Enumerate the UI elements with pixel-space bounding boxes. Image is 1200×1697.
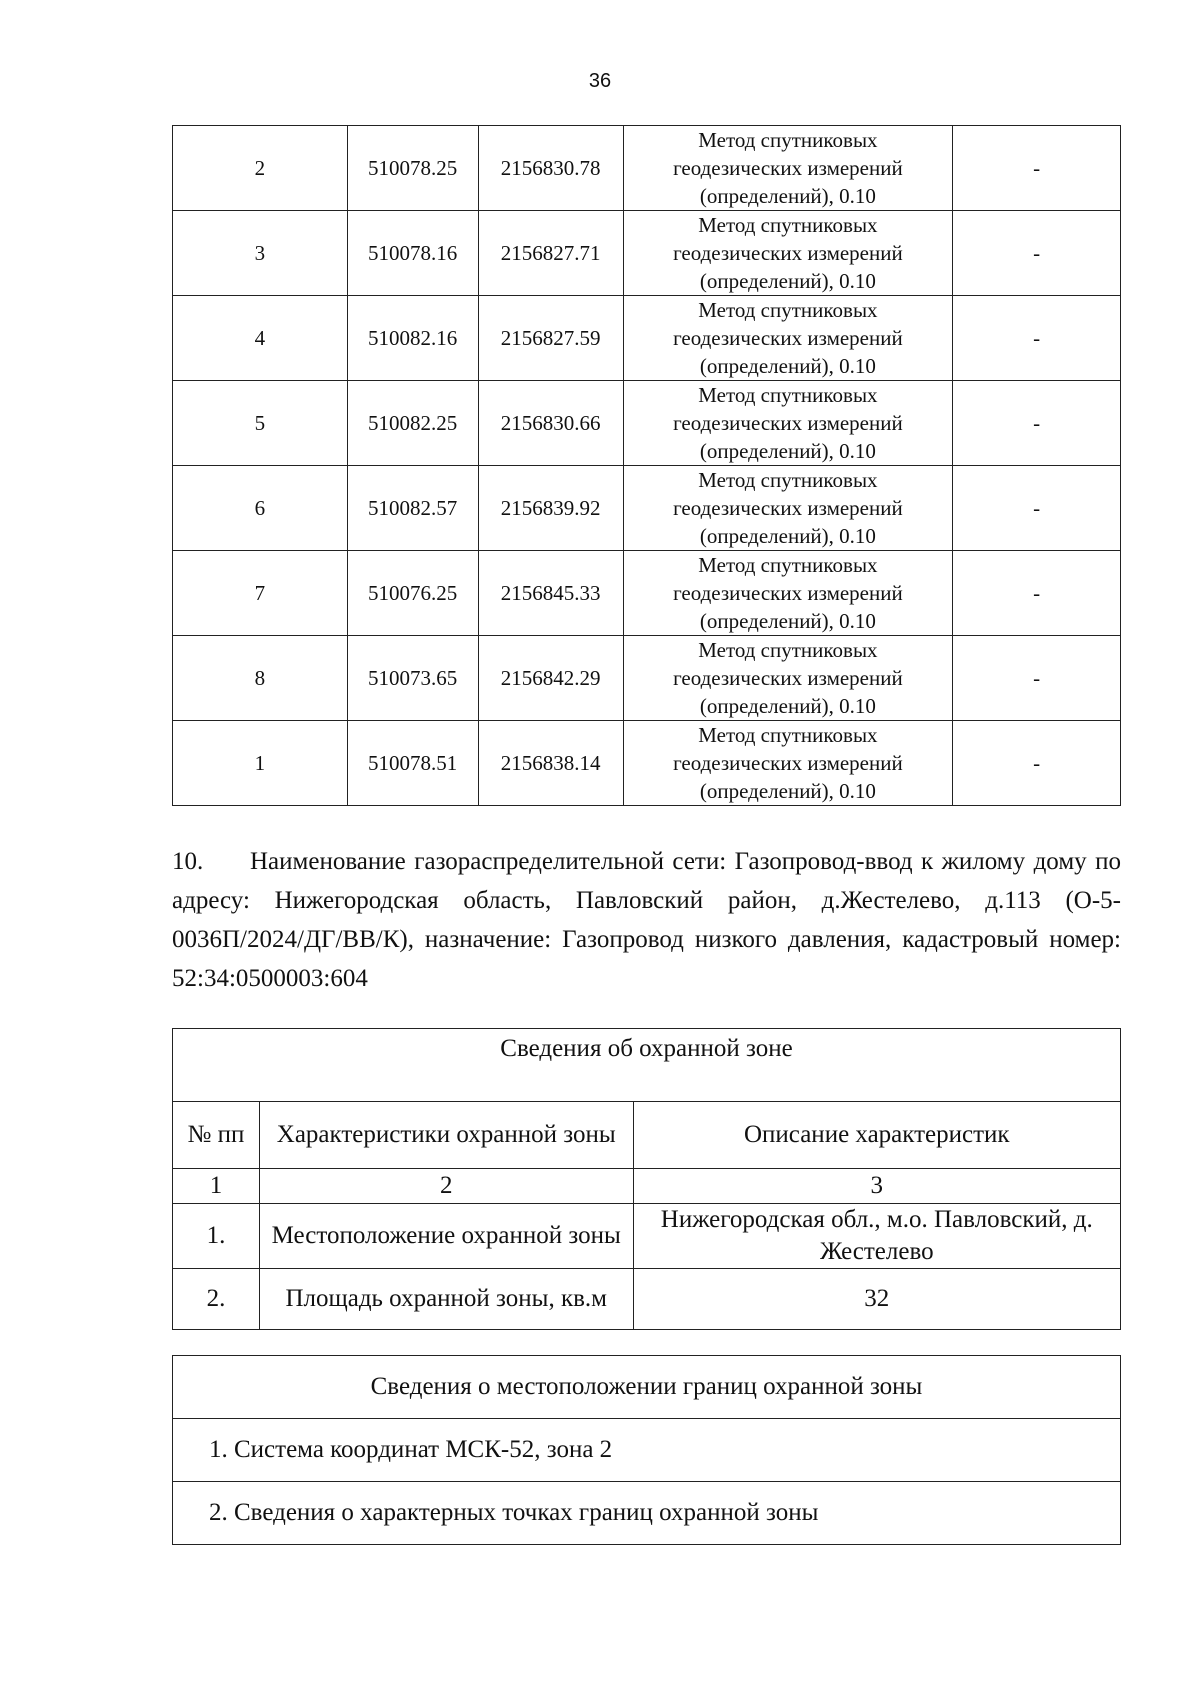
method-line: Метод спутниковых	[698, 128, 878, 152]
method-line: (определений), 0.10	[699, 439, 876, 463]
method-cell	[623, 296, 953, 381]
table-row	[173, 636, 1121, 721]
description-cell: -	[953, 381, 1121, 466]
method-line: геодезических измерений	[673, 241, 903, 265]
row-description: Нижегородская обл., м.о. Павловский, д. Жестелево	[633, 1204, 1120, 1269]
header-number: № пп	[173, 1102, 260, 1169]
point-number-cell: 2	[173, 126, 348, 211]
method-line: (определений), 0.10	[699, 779, 876, 803]
boundary-item: 2. Сведения о характерных точках границ охранной зоны	[173, 1482, 1121, 1545]
y-coordinate-cell: 2156839.92	[478, 466, 623, 551]
description-cell: -	[953, 721, 1121, 806]
x-coordinate-cell: 510082.57	[347, 466, 478, 551]
table-row	[173, 211, 1121, 296]
table-row	[173, 551, 1121, 636]
row-number: 1.	[173, 1204, 260, 1269]
description-cell: -	[953, 296, 1121, 381]
point-number-cell: 6	[173, 466, 348, 551]
description-cell: -	[953, 636, 1121, 721]
point-number-cell: 3	[173, 211, 348, 296]
point-number-cell: 1	[173, 721, 348, 806]
table-row	[173, 126, 1121, 211]
row-characteristic: Местоположение охранной зоны	[259, 1204, 633, 1269]
method-line: (определений), 0.10	[699, 354, 876, 378]
x-coordinate-cell: 510076.25	[347, 551, 478, 636]
x-coordinate-cell: 510078.51	[347, 721, 478, 806]
index-cell: 1	[173, 1169, 260, 1204]
point-number-cell: 5	[173, 381, 348, 466]
y-coordinate-cell: 2156842.29	[478, 636, 623, 721]
method-line: Метод спутниковых	[698, 213, 878, 237]
table-row	[173, 721, 1121, 806]
method-line: Метод спутниковых	[698, 383, 878, 407]
x-coordinate-cell: 510078.25	[347, 126, 478, 211]
header-characteristic: Характеристики охранной зоны	[259, 1102, 633, 1169]
point-number-cell: 8	[173, 636, 348, 721]
boundary-table	[172, 1355, 1121, 1545]
method-cell	[623, 721, 953, 806]
row-description: 32	[633, 1269, 1120, 1330]
zone-info-table	[172, 1028, 1121, 1330]
boundary-title: Сведения о местоположении границ охранной зоны	[173, 1356, 1121, 1419]
section-number: 10.	[172, 848, 204, 875]
y-coordinate-cell: 2156830.78	[478, 126, 623, 211]
index-cell: 2	[259, 1169, 633, 1204]
point-number-cell: 7	[173, 551, 348, 636]
method-line: геодезических измерений	[673, 581, 903, 605]
table-row	[173, 1204, 1121, 1269]
method-line: геодезических измерений	[673, 411, 903, 435]
y-coordinate-cell: 2156830.66	[478, 381, 623, 466]
method-line: (определений), 0.10	[699, 269, 876, 293]
method-cell	[623, 466, 953, 551]
method-line: (определений), 0.10	[699, 609, 876, 633]
method-line: геодезических измерений	[673, 751, 903, 775]
index-cell: 3	[633, 1169, 1120, 1204]
x-coordinate-cell: 510082.25	[347, 381, 478, 466]
x-coordinate-cell: 510082.16	[347, 296, 478, 381]
row-characteristic: Площадь охранной зоны, кв.м	[259, 1269, 633, 1330]
method-line: Метод спутниковых	[698, 638, 878, 662]
y-coordinate-cell: 2156838.14	[478, 721, 623, 806]
method-line: Метод спутниковых	[698, 298, 878, 322]
method-cell	[623, 126, 953, 211]
table-row	[173, 381, 1121, 466]
method-line: геодезических измерений	[673, 156, 903, 180]
description-cell: -	[953, 466, 1121, 551]
method-cell	[623, 636, 953, 721]
description-cell: -	[953, 551, 1121, 636]
description-cell: -	[953, 211, 1121, 296]
description-cell: -	[953, 126, 1121, 211]
method-line: (определений), 0.10	[699, 694, 876, 718]
row-number: 2.	[173, 1269, 260, 1330]
boundary-item: 1. Система координат МСК-52, зона 2	[173, 1419, 1121, 1482]
method-line: Метод спутниковых	[698, 723, 878, 747]
x-coordinate-cell: 510073.65	[347, 636, 478, 721]
y-coordinate-cell: 2156827.59	[478, 296, 623, 381]
point-number-cell: 4	[173, 296, 348, 381]
y-coordinate-cell: 2156845.33	[478, 551, 623, 636]
section-paragraph	[172, 842, 1121, 998]
method-line: Метод спутниковых	[698, 468, 878, 492]
x-coordinate-cell: 510078.16	[347, 211, 478, 296]
y-coordinate-cell: 2156827.71	[478, 211, 623, 296]
method-line: геодезических измерений	[673, 496, 903, 520]
method-line: геодезических измерений	[673, 666, 903, 690]
method-line: Метод спутниковых	[698, 553, 878, 577]
method-line: геодезических измерений	[673, 326, 903, 350]
coordinates-table	[172, 125, 1121, 806]
section-text: Наименование газораспределительной сети: Газопровод-ввод к жилому дому по адресу: Нижегородская область, Павловский район, д.Жестелево, д.113 (О-5-0036П/2024/ДГ/ВВ/К), назначение: Газопровод низкого давления, кадастровый номер: 52:34:0500003:604	[172, 848, 1121, 992]
table-row	[173, 1269, 1121, 1330]
method-cell	[623, 551, 953, 636]
header-description: Описание характеристик	[633, 1102, 1120, 1169]
zone-info-title: Сведения об охранной зоне	[173, 1029, 1121, 1102]
method-line: (определений), 0.10	[699, 184, 876, 208]
table-row	[173, 466, 1121, 551]
method-cell	[623, 381, 953, 466]
method-line: (определений), 0.10	[699, 524, 876, 548]
method-cell	[623, 211, 953, 296]
table-row	[173, 296, 1121, 381]
page-number: 36	[588, 70, 612, 92]
